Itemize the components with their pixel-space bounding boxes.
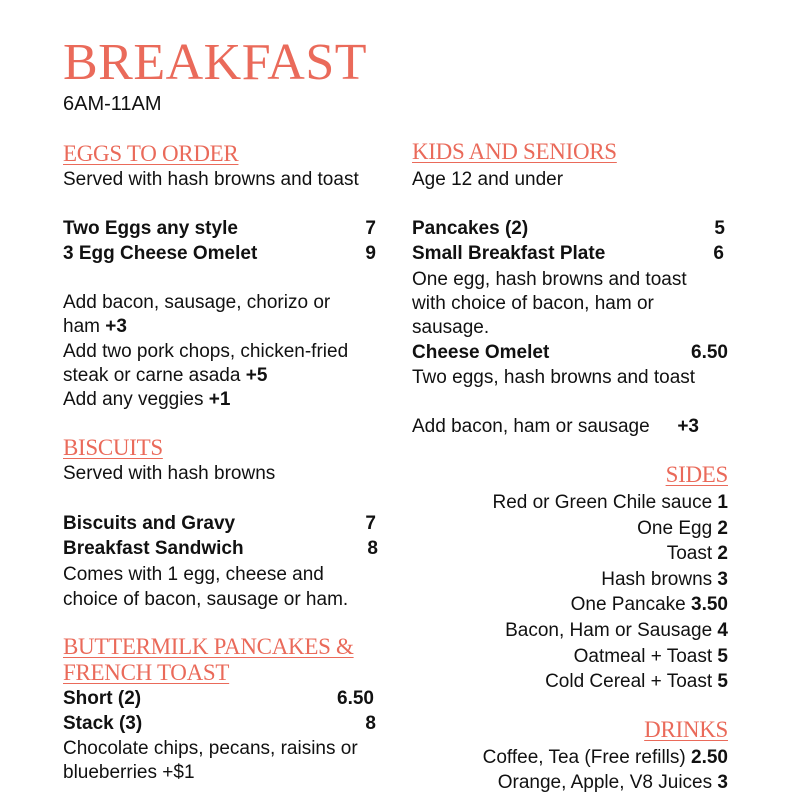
addon-price: +3	[105, 316, 127, 337]
plate-description: with choice of bacon, ham or	[412, 293, 654, 314]
menu-item	[63, 712, 376, 736]
addon-text: Add bacon, ham or sausage	[412, 416, 650, 437]
side-name: Oatmeal + Toast	[573, 645, 713, 667]
item-name: Stack (3)	[63, 713, 143, 734]
biscuits-heading: BISCUITS	[63, 435, 163, 460]
side-price: 1	[717, 492, 728, 513]
item-name: Biscuits and Gravy	[63, 513, 236, 534]
drink-item	[483, 745, 728, 771]
side-price: 2	[717, 517, 728, 539]
item-price: 7	[365, 218, 376, 239]
menu-title: BREAKFAST	[63, 34, 368, 91]
item-price: 8	[367, 538, 378, 559]
drinks-heading: DRINKS	[644, 717, 728, 742]
item-name: Cheese Omelet	[412, 342, 550, 363]
side-price: 4	[717, 620, 728, 641]
side-item	[492, 490, 728, 516]
drink-name: Coffee, Tea (Free refills)	[482, 747, 686, 768]
item-price: 7	[365, 513, 376, 534]
side-price: 3.50	[691, 594, 728, 616]
side-item	[545, 669, 728, 695]
eggs-heading: EGGS TO ORDER	[63, 141, 239, 166]
item-price: 6.50	[337, 688, 374, 709]
item-name: 3 Egg Cheese Omelet	[63, 243, 258, 264]
side-name: Toast	[666, 543, 713, 565]
kids-description: Age 12 and under	[412, 169, 564, 190]
plate-description: sausage.	[412, 317, 490, 338]
addon-price: +3	[677, 416, 699, 437]
item-name: Small Breakfast Plate	[412, 243, 606, 264]
menu-hours: 6AM-11AM	[63, 93, 162, 115]
drink-price: 2.50	[691, 747, 728, 768]
kids-addon	[412, 415, 699, 439]
sides-heading: SIDES	[665, 462, 728, 487]
side-name: One Egg	[637, 517, 713, 539]
item-price: 6	[713, 243, 724, 264]
pancakes-note: blueberries +$1	[63, 762, 195, 783]
drink-price: 3	[717, 772, 728, 793]
eggs-description: Served with hash browns and toast	[63, 169, 359, 190]
side-item	[571, 592, 728, 618]
menu-item	[63, 687, 374, 711]
addon-text: Add any veggies	[63, 389, 204, 410]
side-name: Red or Green Chile sauce	[492, 492, 713, 513]
pancakes-heading: BUTTERMILK PANCAKES &	[63, 634, 354, 659]
menu-item	[412, 217, 725, 241]
item-price: 9	[365, 243, 376, 264]
drink-item	[498, 770, 728, 796]
item-name: Pancakes (2)	[412, 218, 529, 239]
item-name: Two Eggs any style	[63, 218, 238, 239]
biscuits-note: choice of bacon, sausage or ham.	[63, 589, 349, 610]
addon-line	[63, 315, 127, 339]
addon-line	[63, 364, 267, 388]
addon-line: Add two pork chops, chicken-fried	[63, 341, 349, 362]
side-name: Bacon, Ham or Sausage	[505, 620, 713, 641]
addon-line	[63, 388, 230, 412]
drink-name: Orange, Apple, V8 Juices	[497, 772, 713, 793]
item-price: 5	[714, 218, 725, 239]
side-item	[601, 567, 728, 593]
side-price: 5	[717, 645, 728, 667]
side-item	[574, 644, 728, 670]
pancakes-heading: FRENCH TOAST	[63, 660, 230, 685]
menu-item	[63, 537, 378, 561]
pancakes-note: Chocolate chips, pecans, raisins or	[63, 738, 358, 759]
item-price: 8	[365, 713, 376, 734]
side-name: Hash browns	[601, 568, 713, 590]
addon-line: Add bacon, sausage, chorizo or	[63, 292, 331, 313]
item-name: Short (2)	[63, 688, 142, 709]
side-item	[667, 541, 728, 567]
addon-price: +5	[245, 365, 268, 386]
kids-heading: KIDS AND SENIORS	[412, 139, 617, 164]
plate-description: One egg, hash browns and toast	[412, 269, 687, 290]
omelet-description: Two eggs, hash browns and toast	[412, 367, 696, 388]
item-price: 6.50	[691, 342, 728, 363]
menu-item	[412, 341, 728, 365]
item-name: Breakfast Sandwich	[63, 538, 244, 559]
menu-item	[63, 217, 376, 241]
menu-item	[63, 512, 376, 536]
addon-price: +1	[208, 389, 231, 410]
side-price: 2	[717, 543, 728, 565]
side-name: Cold Cereal + Toast	[545, 671, 713, 693]
side-name: One Pancake	[570, 594, 686, 616]
addon-text: steak or carne asada	[63, 365, 241, 386]
side-item	[505, 618, 728, 644]
side-price: 5	[717, 671, 728, 693]
addon-text: ham	[63, 316, 100, 337]
biscuits-description: Served with hash browns	[63, 463, 276, 484]
menu-item	[412, 242, 724, 266]
side-item	[637, 516, 728, 542]
side-price: 3	[717, 568, 728, 590]
biscuits-note: Comes with 1 egg, cheese and	[63, 564, 324, 585]
menu-item	[63, 242, 376, 266]
